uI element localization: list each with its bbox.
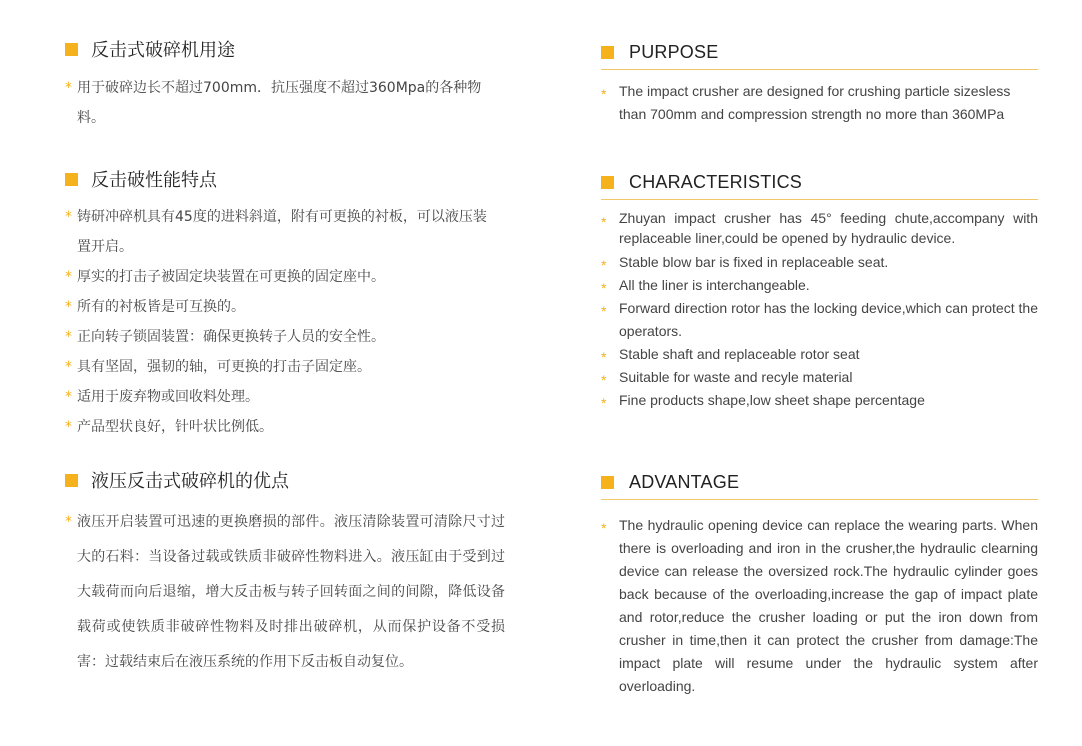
list-item-text: The impact crusher are designed for crushing particle sizesless than 700mm and compression strength no more than 360MPa [619, 83, 1011, 122]
list-item [601, 80, 1038, 126]
star-bullet-icon: * [601, 372, 607, 388]
list-item-text: 用于破碎边长不超过700mm．抗压强度不超过360Mpa的各种物料。 [77, 80, 482, 126]
purpose-section-cn [65, 37, 510, 133]
section-heading [65, 37, 510, 61]
heading-square-icon [65, 43, 78, 56]
characteristics-section-en [601, 170, 1038, 412]
list-item [65, 322, 510, 352]
star-bullet-icon: * [65, 419, 72, 435]
section-heading [65, 468, 510, 492]
section-title: 反击式破碎机用途 [91, 40, 235, 61]
section-heading [601, 40, 1038, 64]
list-item [65, 505, 510, 680]
star-bullet-icon: * [65, 209, 72, 225]
star-bullet-icon: * [65, 269, 72, 285]
heading-square-icon [601, 176, 614, 189]
section-heading [65, 167, 510, 191]
purpose-section-en [601, 40, 1038, 126]
list-item-text: Suitable for waste and recyle material [619, 369, 853, 385]
star-bullet-icon: * [601, 280, 607, 296]
list-item-text: All the liner is interchangeable. [619, 277, 810, 293]
star-bullet-icon: * [601, 395, 607, 411]
heading-square-icon [65, 173, 78, 186]
section-title: 反击破性能特点 [91, 170, 217, 191]
list-item-text: Fine products shape,low sheet shape percentage [619, 392, 925, 408]
section-divider [601, 199, 1038, 200]
list-item-text: Forward direction rotor has the locking device,which can protect the operators. [619, 300, 1038, 339]
heading-square-icon [601, 476, 614, 489]
list-item [601, 274, 1038, 297]
advantage-section-cn [65, 468, 510, 680]
star-bullet-icon: * [65, 299, 72, 315]
heading-square-icon [65, 474, 78, 487]
star-bullet-icon: * [65, 80, 72, 96]
star-bullet-icon: * [601, 303, 607, 319]
list-item-text: Stable shaft and replaceable rotor seat [619, 346, 860, 362]
list-item [65, 262, 510, 292]
list-item [601, 514, 1038, 698]
section-title: PURPOSE [629, 41, 719, 62]
section-title: ADVANTAGE [629, 471, 740, 492]
section-divider [601, 69, 1038, 70]
list-item [601, 251, 1038, 274]
list-item-text: The hydraulic opening device can replace the wearing parts. When there is overloading and iron in the crusher,the hydraulic clearning device can release the oversized rock.The hydraulic cylinder goes back because of the overloading,increase the gap of impact plate and rotor,reduce the crusher loading or put the iron down from crusher in time,then it can protect the crusher from damage:The impact plate will resume under the hydraulic system after overloading. [619, 517, 1038, 694]
list-item-text: 液压开启装置可迅速的更换磨损的部件。液压清除装置可清除尺寸过大的石料：当设备过载或铁质非破碎性物料进入。液压缸由于受到过大载荷而向后退缩，增大反击板与转子回转面之间的间隙，降低设备载荷或使铁质非破碎性物料及时排出破碎机，从而保护设备不受损害：过载结束后在液压系统的作用下反击板自动复位。 [77, 514, 505, 670]
advantage-section-en [601, 470, 1038, 698]
list-item [65, 292, 510, 322]
list-item [65, 412, 510, 442]
list-item-text: 铸研冲碎机具有45度的进料斜道，附有可更换的衬板，可以液压装置开启。 [77, 209, 487, 255]
list-item [65, 352, 510, 382]
list-item [65, 382, 510, 412]
star-bullet-icon: * [601, 86, 607, 102]
list-item [601, 297, 1038, 343]
list-item [601, 366, 1038, 389]
list-item [601, 343, 1038, 366]
star-bullet-icon: * [65, 359, 72, 375]
list-item [65, 73, 510, 133]
star-bullet-icon: * [65, 329, 72, 345]
list-item [65, 202, 510, 262]
section-title: 液压反击式破碎机的优点 [91, 471, 289, 492]
list-item-text: Stable blow bar is fixed in replaceable seat. [619, 254, 889, 270]
star-bullet-icon: * [601, 349, 607, 365]
list-item [601, 208, 1038, 248]
heading-square-icon [601, 46, 614, 59]
star-bullet-icon: * [601, 214, 607, 230]
list-item-text: 适用于废弃物或回收料处理。 [77, 389, 259, 405]
list-item-text: Zhuyan impact crusher has 45° feeding chute,accompany with replaceable liner,could be opened by hydraulic device. [619, 210, 1038, 246]
list-item [601, 389, 1038, 412]
star-bullet-icon: * [601, 257, 607, 273]
star-bullet-icon: * [601, 520, 607, 536]
list-item-text: 具有坚固，强韧的轴，可更换的打击子固定座。 [77, 359, 371, 375]
list-item-text: 产品型状良好，针叶状比例低。 [77, 419, 273, 435]
list-item-text: 所有的衬板皆是可互换的。 [77, 299, 245, 315]
star-bullet-icon: * [65, 389, 72, 405]
star-bullet-icon: * [65, 514, 72, 530]
characteristics-section-cn [65, 167, 510, 442]
section-heading [601, 170, 1038, 194]
list-item-text: 厚实的打击子被固定块装置在可更换的固定座中。 [77, 269, 385, 285]
section-title: CHARACTERISTICS [629, 171, 803, 192]
list-item-text: 正向转子锁固装置：确保更换转子人员的安全性。 [77, 329, 385, 345]
section-heading [601, 470, 1038, 494]
section-divider [601, 499, 1038, 500]
